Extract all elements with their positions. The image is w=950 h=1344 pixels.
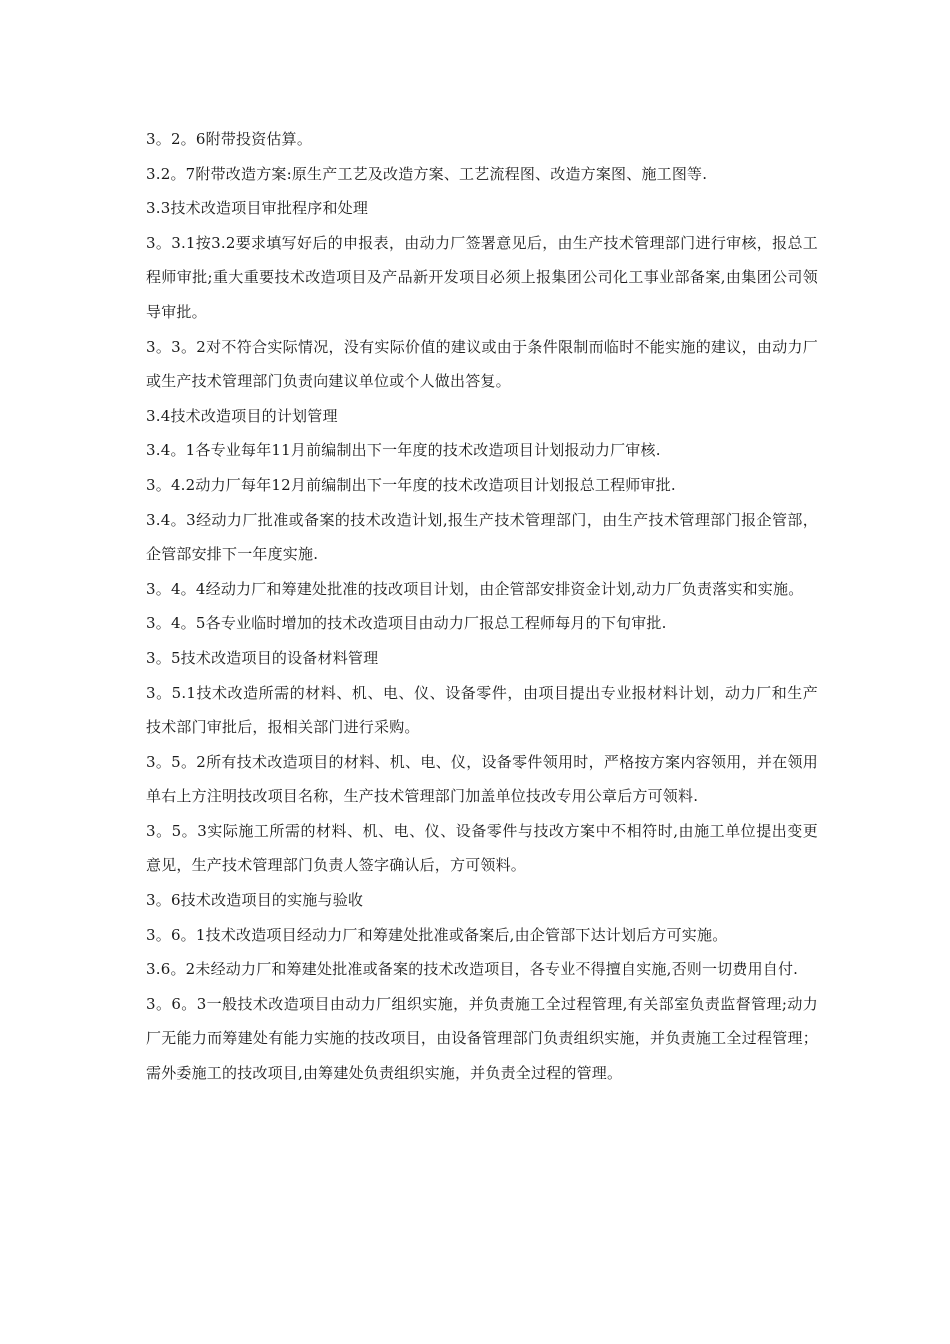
section-heading-3-5: 3。5技术改造项目的设备材料管理 <box>146 648 379 667</box>
paragraph-3-5-1: 3。5.1技术改造所需的材料、机、电、仪、设备零件，由项目提出专业报材料计划，动力厂和生产技术部门审批后，报相关部门进行采购。 <box>146 683 818 737</box>
paragraph-3-4-2: 3。4.2动力厂每年12月前编制出下一年度的技术改造项目计划报总工程师审批. <box>146 475 676 494</box>
section-heading-3-4: 3.4技术改造项目的计划管理 <box>146 406 338 425</box>
paragraph-3-6-2: 3.6。2未经动力厂和筹建处批准或备案的技术改造项目，各专业不得擅自实施,否则一切费用自付. <box>146 960 799 979</box>
paragraph-3-5-2: 3。5。2所有技术改造项目的材料、机、电、仪，设备零件领用时，严格按方案内容领用，并在领用单右上方注明技改项目名称，生产技术管理部门加盖单位技改专用公章后方可领料. <box>146 752 818 806</box>
paragraph-3-2-6: 3。2。6附带投资估算。 <box>146 130 313 148</box>
paragraph-3-2-7: 3.2。7附带改造方案:原生产工艺及改造方案、工艺流程图、改造方案图、施工图等. <box>146 164 708 183</box>
paragraph-3-5-3: 3。5。3实际施工所需的材料、机、电、仪、设备零件与技改方案中不相符时,由施工单位提出变更意见，生产技术管理部门负责人签字确认后，方可领料。 <box>146 821 818 875</box>
paragraph-3-4-4: 3。4。4经动力厂和筹建处批准的技改项目计划，由企管部安排资金计划,动力厂负责落实和实施。 <box>146 579 804 598</box>
paragraph-3-6-3: 3。6。3一般技术改造项目由动力厂组织实施，并负责施工全过程管理,有关部室负责监督管理;动力厂无能力而筹建处有能力实施的技改项目，由设备管理部门负责组织实施，并负责施工全过程管理；需外委施工的技改项目,由筹建处负责组织实施，并负责全过程的管理。 <box>146 994 818 1083</box>
paragraph-3-3-2: 3。3。2对不符合实际情况，没有实际价值的建议或由于条件限制而临时不能实施的建议，由动力厂或生产技术管理部门负责向建议单位或个人做出答复。 <box>146 337 818 391</box>
paragraph-3-4-5: 3。4。5各专业临时增加的技术改造项目由动力厂报总工程师每月的下旬审批. <box>146 614 667 633</box>
section-heading-3-3: 3.3技术改造项目审批程序和处理 <box>146 199 369 218</box>
paragraph-3-6-1: 3。6。1技术改造项目经动力厂和筹建处批准或备案后,由企管部下达计划后方可实施。 <box>146 925 728 944</box>
paragraph-3-3-1: 3。3.1按3.2要求填写好后的申报表，由动力厂签署意见后，由生产技术管理部门进行审核，报总工程师审批;重大重要技术改造项目及产品新开发项目必须上报集团公司化工事业部备案,由集团公司领导审批。 <box>146 233 818 321</box>
paragraph-3-4-1: 3.4。1各专业每年11月前编制出下一年度的技术改造项目计划报动力厂审核. <box>146 441 661 460</box>
document-body <box>146 122 818 1091</box>
paragraph-3-4-3: 3.4。3经动力厂批准或备案的技术改造计划,报生产技术管理部门，由生产技术管理部门报企管部，企管部安排下一年度实施. <box>146 510 818 564</box>
section-heading-3-6: 3。6技术改造项目的实施与验收 <box>146 891 364 910</box>
